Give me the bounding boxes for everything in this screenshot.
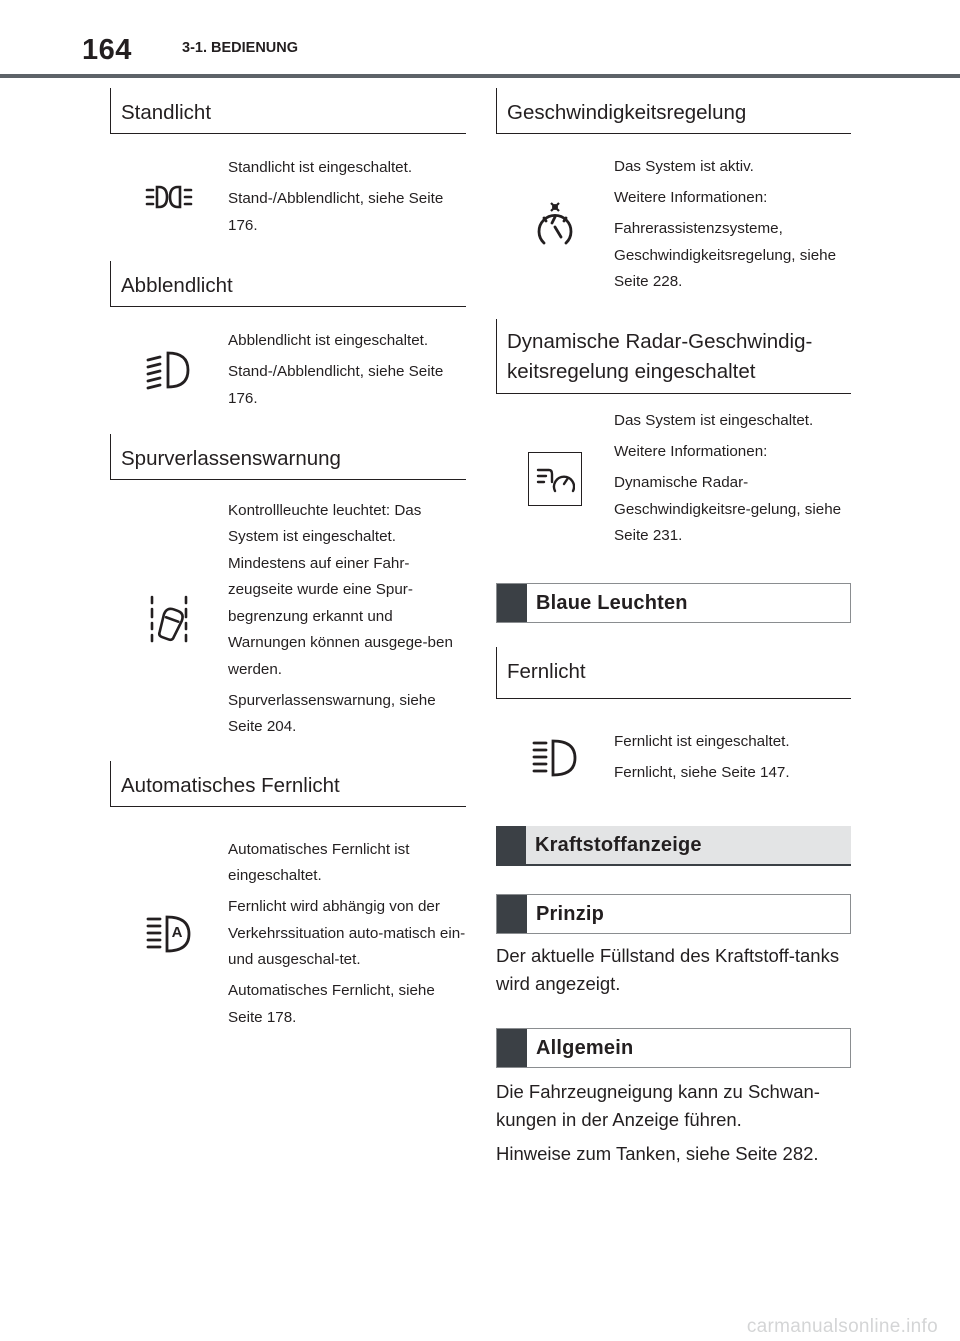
indicator-item-fernlicht xyxy=(496,708,851,808)
chapter-title: 3-1. BEDIENUNG xyxy=(182,40,299,56)
indicator-text-standlicht: Standlicht ist eingeschaltet. Stand-/Abblendlicht, siehe Seite 176. xyxy=(228,159,444,234)
section-heading-automatisches-fernlicht: Automatisches Fernlicht xyxy=(110,761,466,807)
watermark: carmanualsonline.info xyxy=(746,1316,938,1337)
page-number: 164 xyxy=(82,34,132,66)
indicator-item-radar-geschwindigkeitsregelung xyxy=(496,399,851,559)
high-beam-icon xyxy=(532,739,578,777)
subheading-blaue-leuchten: Blaue Leuchten xyxy=(496,583,851,623)
svg-text:A: A xyxy=(171,924,183,941)
subheading-prinzip: Prinzip xyxy=(496,894,851,934)
indicator-text-geschwindigkeitsregelung: Das System ist aktiv. Weitere Informationen: Fahrerassistenzsysteme, Geschwindigkeitsregelung, siehe Seite 228. xyxy=(614,158,837,291)
parking-light-icon xyxy=(145,184,193,210)
header-rule xyxy=(0,74,960,78)
cruise-control-icon xyxy=(535,201,575,249)
heading-bar-block xyxy=(496,826,526,864)
allgemein-text: Die Fahrzeugneigung kann zu Schwan-kungen in der Anzeige führen. Hinweise zum Tanken, siehe Seite 282. xyxy=(496,1081,820,1164)
section-heading-fernlicht: Fernlicht xyxy=(496,647,851,699)
prinzip-text: Der aktuelle Füllstand des Kraftstoff-tanks wird angezeigt. xyxy=(496,945,840,994)
indicator-text-abblendlicht: Abblendlicht ist eingeschaltet. Stand-/Abblendlicht, siehe Seite 176. xyxy=(228,332,444,407)
section-heading-geschwindigkeitsregelung: Geschwindigkeitsregelung xyxy=(496,88,851,134)
low-beam-icon xyxy=(146,350,192,390)
heading-bar-block xyxy=(497,584,527,622)
section-heading-abblendlicht: Abblendlicht xyxy=(110,261,466,307)
indicator-text-fernlicht: Fernlicht ist eingeschaltet. Fernlicht, siehe Seite 147. xyxy=(614,733,790,782)
heading-bar-block xyxy=(497,895,527,933)
section-heading-spurverlassenswarnung: Spurverlassenswarnung xyxy=(110,434,466,480)
subheading-allgemein: Allgemein xyxy=(496,1028,851,1068)
auto-high-beam-icon xyxy=(146,915,192,953)
indicator-text-spurverlassenswarnung: Kontrollleuchte leuchtet: Das System ist eingeschaltet. Mindestens auf einer Fahr-zeugseite wurde eine Spur-begrenzung erkannt und Warnungen können ausgege-ben werden. Spurverlassenswarnung, siehe Seite 204. xyxy=(228,501,453,735)
page-header xyxy=(0,0,960,78)
indicator-item-geschwindigkeitsregelung xyxy=(496,143,851,307)
radar-cruise-icon-box xyxy=(528,452,582,506)
radar-cruise-icon xyxy=(535,464,575,494)
indicator-text-automatisches-fernlicht: Automatisches Fernlicht ist eingeschaltet. Fernlicht wird abhängig von der Verkehrssituation auto-matisch ein- und ausgeschal-tet. Automatisches Fernlicht, siehe Seite 178. xyxy=(228,840,466,1026)
section-heading-standlicht: Standlicht xyxy=(110,88,466,134)
indicator-text-radar-geschwindigkeitsregelung: Das System ist eingeschaltet. Weitere Informationen: Dynamische Radar-Geschwindigkeitsre-gelung, siehe Seite 231. xyxy=(614,412,842,545)
right-column xyxy=(496,88,851,1168)
indicator-item-automatisches-fernlicht xyxy=(110,818,466,1050)
lane-departure-icon xyxy=(149,595,189,643)
indicator-item-spurverlassenswarnung xyxy=(110,491,466,747)
indicator-item-abblendlicht xyxy=(110,316,466,424)
left-column xyxy=(110,88,466,1050)
heading-kraftstoffanzeige: Kraftstoffanzeige xyxy=(496,826,851,866)
indicator-item-standlicht xyxy=(110,143,466,251)
section-heading-radar-geschwindigkeitsregelung: Dynamische Radar-Geschwindig- keitsregelung eingeschaltet xyxy=(496,319,851,394)
heading-bar-block xyxy=(497,1029,527,1067)
